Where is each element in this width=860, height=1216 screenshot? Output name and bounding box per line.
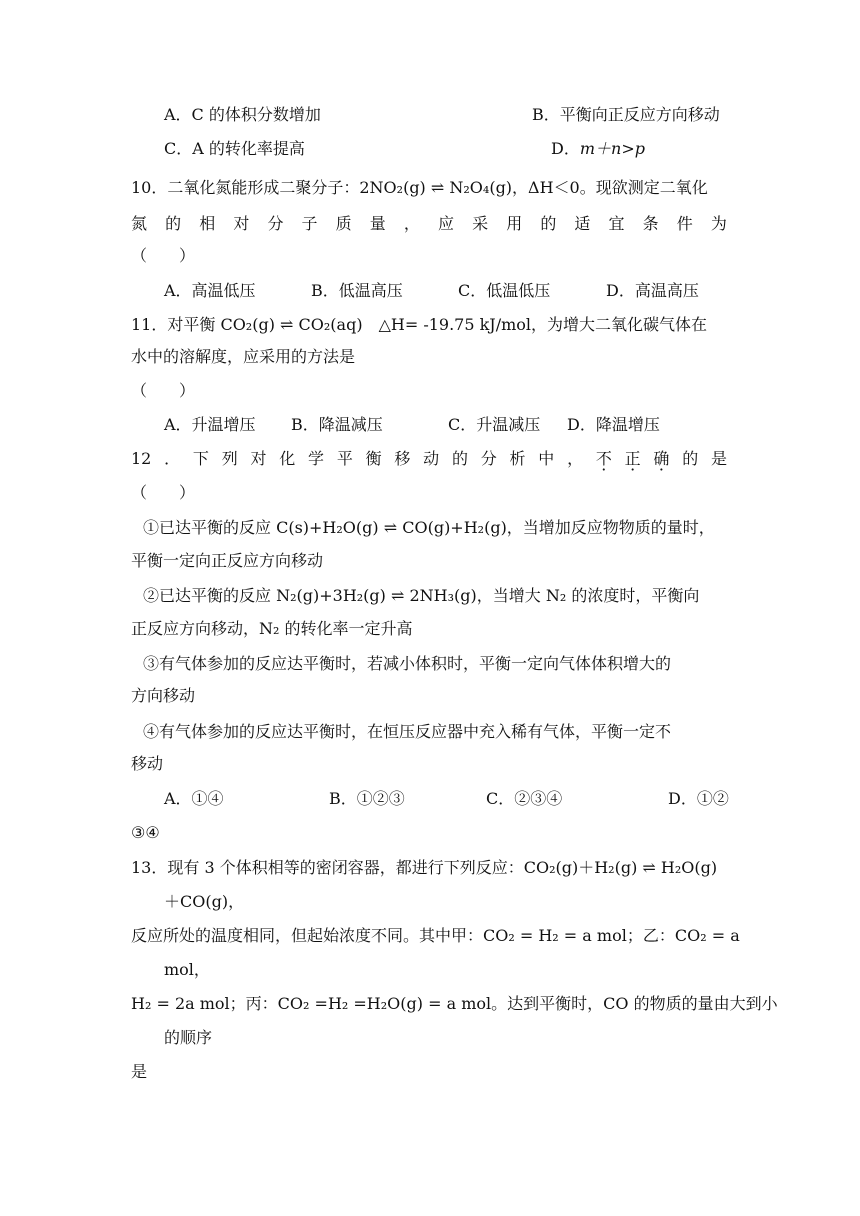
q12-line1-char: 分 <box>480 449 497 468</box>
q12-emphasis-char: 确 · <box>653 448 669 470</box>
q11-option-c: C．升温减压 <box>448 415 541 434</box>
q13-stem-line5: H₂ = 2a mol；丙：CO₂ =H₂ =H₂O(g) = a mol。达到平衡时，CO 的物质的量由大到小 <box>131 994 778 1013</box>
q11-blank: （ ） <box>131 381 196 400</box>
q10-blank: （ ） <box>131 246 196 265</box>
q12-item-4-line1: ④有气体参加的反应达平衡时，在恒压反应器中充入稀有气体，平衡一定不 <box>143 722 672 741</box>
q10-option-c: C．低温低压 <box>458 281 551 300</box>
q9-option-b: B．平衡向正反应方向移动 <box>532 105 720 124</box>
q12-emphasis-char: 正 · <box>625 448 641 470</box>
q10-stem-line1: 10．二氧化氮能形成二聚分子：2NO₂(g) ⇌ N₂O₄(g)，ΔH＜0。现欲测定二氧化 <box>131 178 708 197</box>
q13-stem-line4: mol， <box>164 960 210 979</box>
q10-option-b: B．低温高压 <box>311 281 403 300</box>
q12-line1-char: 12 <box>131 449 152 468</box>
q10-line2-char: 量 <box>369 214 386 233</box>
q9-option-d-prefix: D． <box>551 139 580 158</box>
q12-line1-char: 的 <box>682 449 699 468</box>
q12-line1-char: 是 <box>710 449 727 468</box>
q10-line2-char: 条 <box>642 214 659 233</box>
q10-option-a: A．高温低压 <box>164 281 256 300</box>
q12-item-1-line2: 平衡一定向正反应方向移动 <box>131 551 324 570</box>
q9-option-d <box>551 138 645 160</box>
q12-emphasis-char: 不 · <box>596 448 612 470</box>
q10-line2-char: 子 <box>301 214 318 233</box>
q10-line2-char: 对 <box>233 214 250 233</box>
q12-line1-char: 学 <box>308 449 325 468</box>
q10-line2-char: 的 <box>165 214 182 233</box>
q10-line2-char: 用 <box>506 214 523 233</box>
q10-line2-char: 分 <box>267 214 284 233</box>
q12-line1-char: ， <box>567 449 584 468</box>
q13-stem-line6: 的顺序 <box>164 1028 213 1047</box>
q11-stem-line1: 11．对平衡 CO₂(g) ⇌ CO₂(aq) △H= -19.75 kJ/mol，为增大二氧化碳气体在 <box>131 315 708 334</box>
q12-item-2-line2: 正反应方向移动，N₂ 的转化率一定升高 <box>131 619 413 638</box>
q11-stem-line2: 水中的溶解度，应采用的方法是 <box>131 347 356 366</box>
q11-option-d: D．降温增压 <box>567 415 660 434</box>
q12-option-c: C．②③④ <box>486 789 563 808</box>
q10-line2-char: 件 <box>676 214 693 233</box>
q9-option-d-math: m＋n>p <box>579 139 645 158</box>
q10-stem-line2 <box>131 213 727 235</box>
q12-option-a: A．①④ <box>164 789 224 808</box>
q12-line1-char: 平 <box>336 449 353 468</box>
q12-line1-char: 移 <box>394 449 411 468</box>
q10-line2-char: 适 <box>574 214 591 233</box>
q10-line2-char: ， <box>403 214 420 233</box>
q12-line1-char: 化 <box>279 449 296 468</box>
q12-item-4-line2: 移动 <box>131 754 164 773</box>
q13-stem-line3: 反应所处的温度相同，但起始浓度不同。其中甲：CO₂ = H₂ = a mol；乙：CO₂ = a <box>131 926 740 945</box>
q11-option-b: B．降温减压 <box>291 415 383 434</box>
q13-stem-line7: 是 <box>131 1062 148 1081</box>
q10-line2-char: 氮 <box>131 214 148 233</box>
q12-line1-char: ． <box>164 449 181 468</box>
q12-line1-char: 的 <box>451 449 468 468</box>
q10-line2-char: 宜 <box>608 214 625 233</box>
q13-stem-line1: 13．现有 3 个体积相等的密闭容器，都进行下列反应：CO₂(g)＋H₂(g) ⇌ H₂O(g) <box>131 858 718 877</box>
q10-line2-char: 质 <box>335 214 352 233</box>
q12-line1-char: 衡 <box>365 449 382 468</box>
q9-option-a: A．C 的体积分数增加 <box>164 105 321 124</box>
q10-line2-char: 应 <box>437 214 454 233</box>
q12-line1-char: 列 <box>221 449 238 468</box>
q11-option-a: A．升温增压 <box>164 415 256 434</box>
q12-item-2-line1: ②已达平衡的反应 N₂(g)+3H₂(g) ⇌ 2NH₃(g)，当增大 N₂ 的浓度时，平衡向 <box>143 586 700 605</box>
q10-line2-char: 的 <box>540 214 557 233</box>
q13-stem-line2: ＋CO(g)， <box>164 892 245 911</box>
q12-option-d-part2: ③④ <box>131 823 160 842</box>
q12-line1-char: 对 <box>250 449 267 468</box>
q12-item-3-line2: 方向移动 <box>131 686 196 705</box>
q12-blank: （ ） <box>131 483 196 502</box>
q12-line1-char: 下 <box>192 449 209 468</box>
q10-line2-char: 采 <box>472 214 489 233</box>
q12-item-3-line1: ③有气体参加的反应达平衡时，若减小体积时，平衡一定向气体体积增大的 <box>143 654 672 673</box>
q12-item-1-line1: ①已达平衡的反应 C(s)+H₂O(g) ⇌ CO(g)+H₂(g)，当增加反应物物质的量时， <box>143 518 715 537</box>
q12-option-b: B．①②③ <box>329 789 405 808</box>
q10-option-d: D．高温高压 <box>606 281 699 300</box>
q12-option-d-part1: D．①② <box>668 789 729 808</box>
q12-line1-char: 中 <box>538 449 555 468</box>
q12-line1-char: 动 <box>423 449 440 468</box>
q12-stem-line1 <box>131 448 727 470</box>
q12-line1-char: 析 <box>509 449 526 468</box>
q9-option-c: C．A 的转化率提高 <box>164 139 305 158</box>
q10-line2-char: 为 <box>710 214 727 233</box>
q10-line2-char: 相 <box>199 214 216 233</box>
